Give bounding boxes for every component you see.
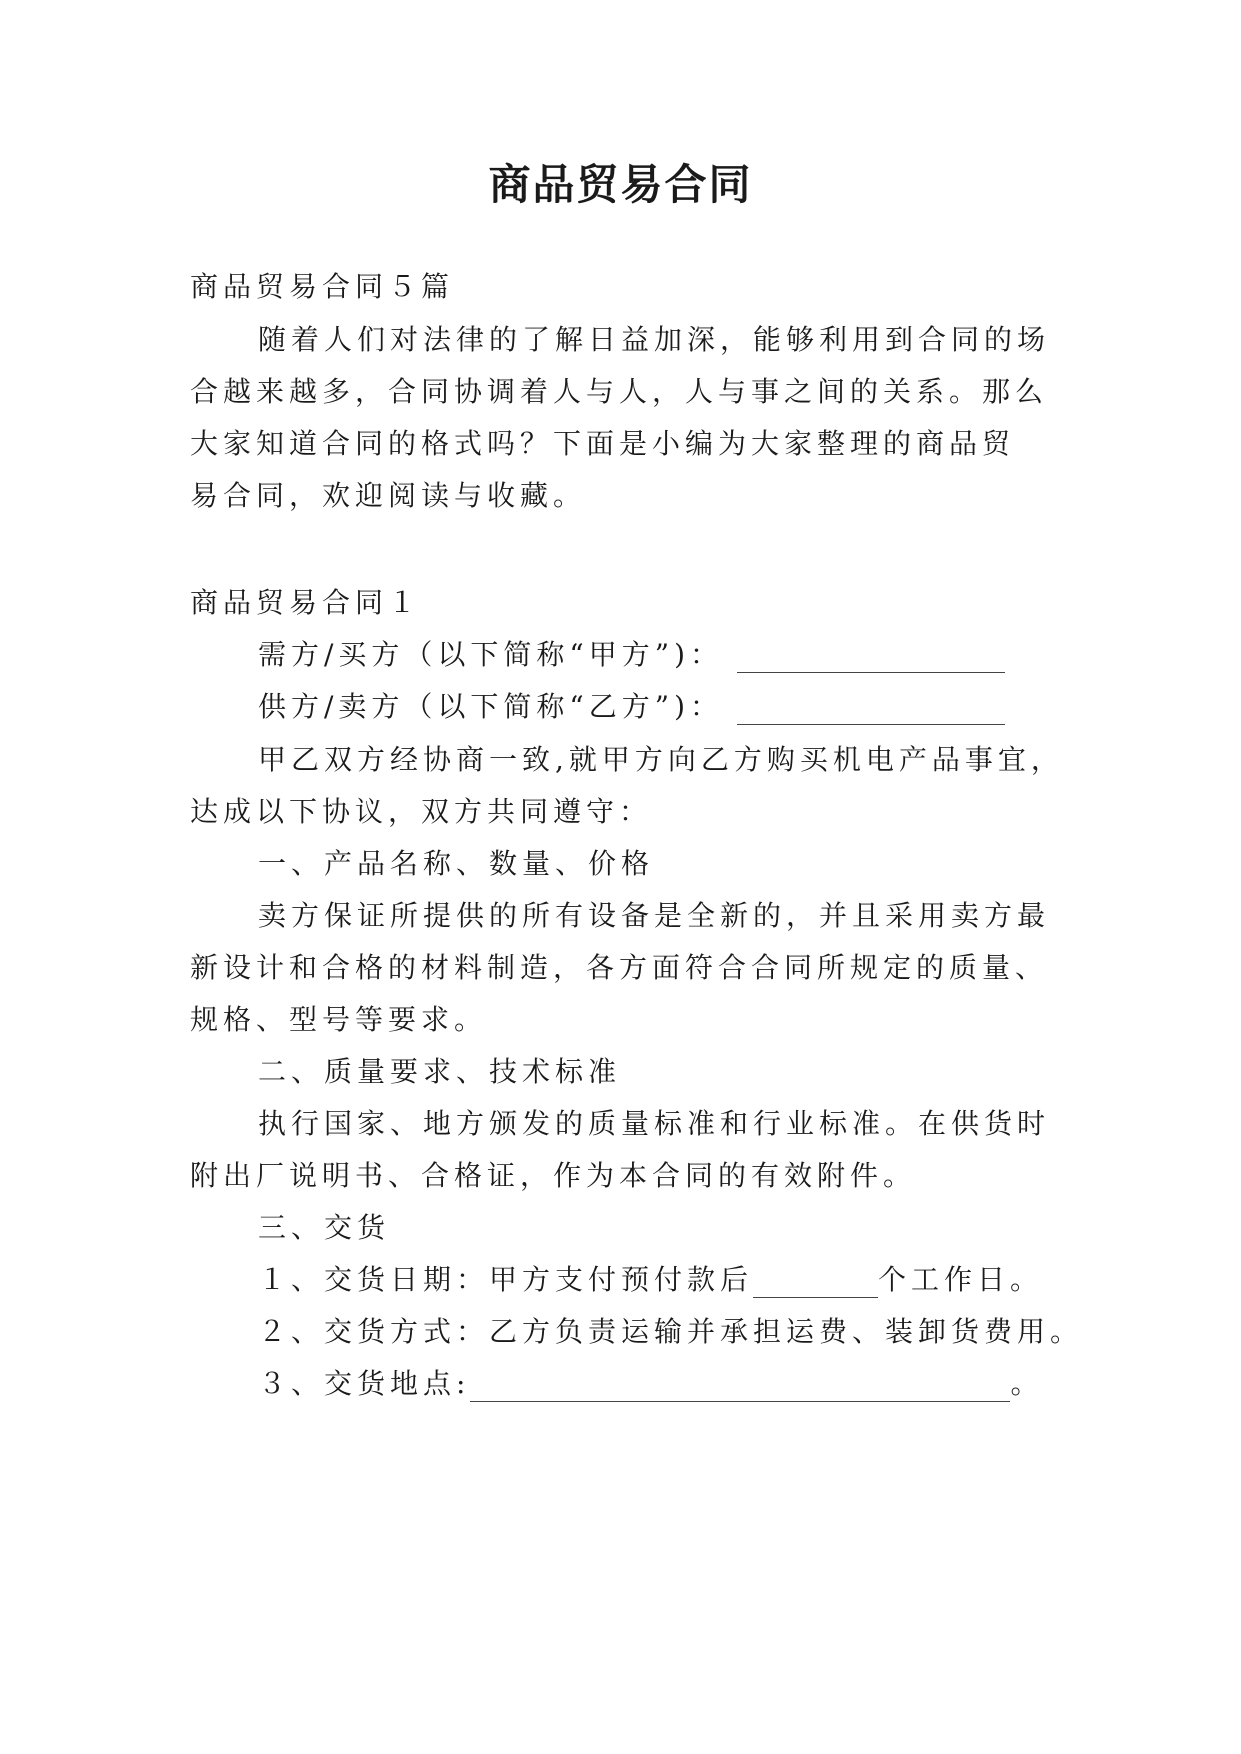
intro-line-1: 随着人们对法律的了解日益加深，能够利用到合同的场 <box>258 323 1051 356</box>
delivery-place-blank <box>470 1375 1010 1402</box>
clause-1-line-1: 卖方保证所提供的所有设备是全新的，并且采用卖方最 <box>258 899 1051 932</box>
subtitle: 商品贸易合同５篇 <box>190 270 455 303</box>
section-heading: 商品贸易合同１ <box>190 586 422 619</box>
clause-1-line-3: 规格、型号等要求。 <box>190 1003 488 1036</box>
party-b-label: 供方/卖方（以下简称“乙方”)： <box>258 690 723 723</box>
agreement-line-1: 甲乙双方经协商一致,就甲方向乙方购买机电产品事宜， <box>258 743 1064 776</box>
delivery-place-line <box>258 1362 1043 1402</box>
delivery-date-line <box>258 1258 1043 1298</box>
intro-line-3: 大家知道合同的格式吗？下面是小编为大家整理的商品贸 <box>190 427 1016 460</box>
delivery-place-prefix: ３、交货地点: <box>258 1367 471 1400</box>
party-a-line <box>258 633 1005 673</box>
document-title: 商品贸易合同 <box>488 160 753 209</box>
delivery-date-prefix: １、交货日期：甲方支付预付款后 <box>258 1263 754 1296</box>
intro-line-4: 易合同，欢迎阅读与收藏。 <box>190 479 587 512</box>
clause-2-heading: 二、质量要求、技术标准 <box>258 1055 622 1088</box>
party-b-blank <box>737 698 1005 725</box>
party-a-label: 需方/买方（以下简称“甲方”)： <box>258 638 723 671</box>
clause-1-heading: 一、产品名称、数量、价格 <box>258 847 655 880</box>
party-a-blank <box>737 646 1005 673</box>
agreement-line-2: 达成以下协议，双方共同遵守： <box>190 795 653 828</box>
clause-2-line-2: 附出厂说明书、合格证，作为本合同的有效附件。 <box>190 1159 917 1192</box>
delivery-place-suffix: 。 <box>1010 1367 1044 1400</box>
delivery-days-blank <box>753 1271 878 1298</box>
intro-line-2: 合越来越多，合同协调着人与人，人与事之间的关系。那么 <box>190 375 1049 408</box>
delivery-date-suffix: 个工作日。 <box>878 1263 1044 1296</box>
clause-3-heading: 三、交货 <box>258 1211 391 1244</box>
clause-2-line-1: 执行国家、地方颁发的质量标准和行业标准。在供货时 <box>258 1107 1051 1140</box>
clause-1-line-2: 新设计和合格的材料制造，各方面符合合同所规定的质量、 <box>190 951 1049 984</box>
delivery-method-line: ２、交货方式：乙方负责运输并承担运费、装卸货费用。 <box>258 1315 1084 1348</box>
party-b-line <box>258 685 1005 725</box>
